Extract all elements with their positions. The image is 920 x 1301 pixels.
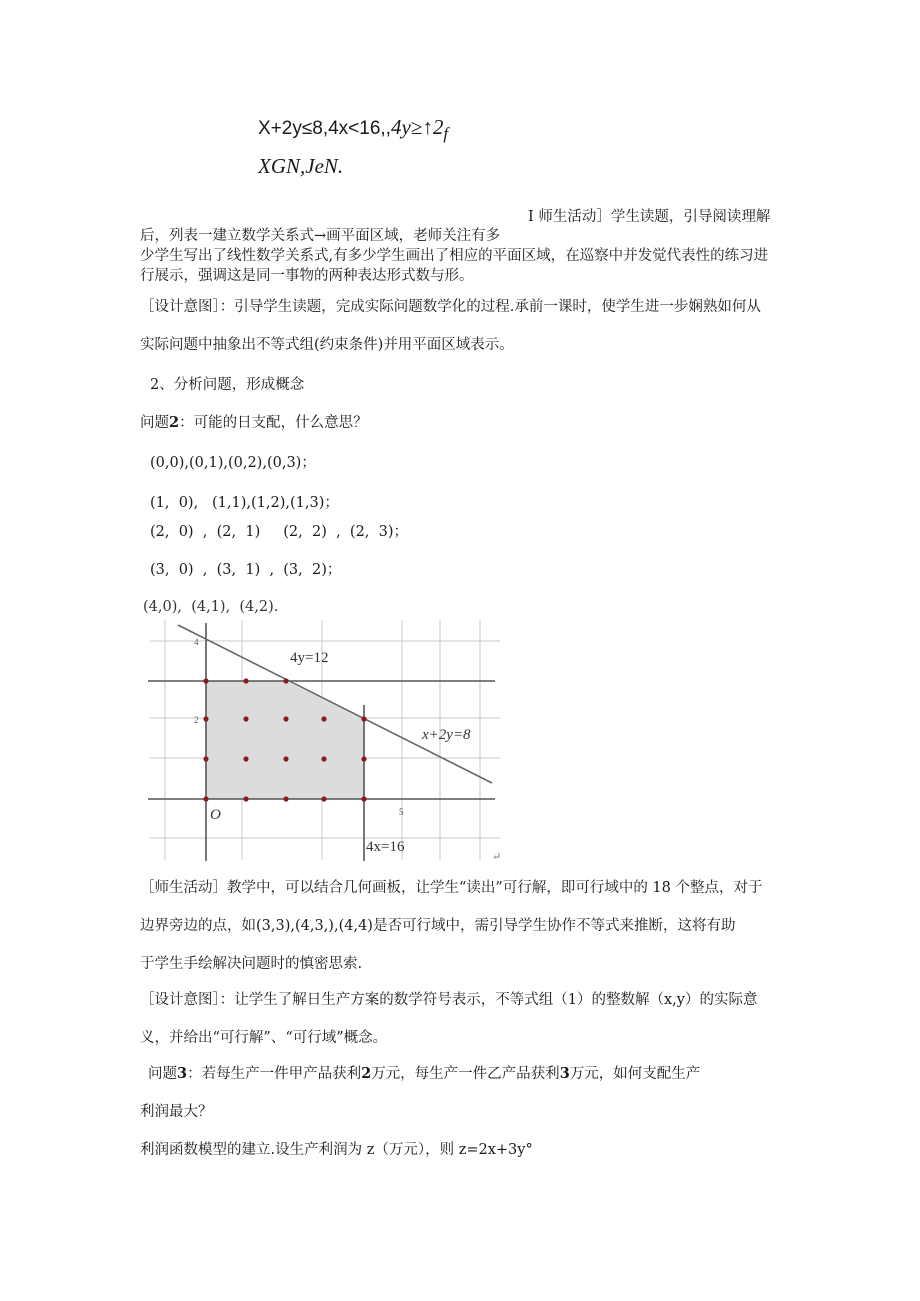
q3-val1: 2 bbox=[361, 1065, 372, 1082]
q3-line2: 利润最大？ bbox=[140, 1104, 213, 1120]
activity1-line1: 后，列表一建立数学关系式→画平面区域，老师关注有多 bbox=[140, 228, 501, 244]
points-row-1: (0,0),(0,1),(0,2),(0,3)； bbox=[150, 455, 316, 471]
label-4x-16: 4x=16 bbox=[366, 839, 405, 855]
points-row-3: (2, 0) , (2, 1) (2, 2) , (2, 3)； bbox=[150, 524, 409, 540]
activity1-line3: 行展示，强调这是同一事物的两种表达形式数与形。 bbox=[140, 268, 474, 284]
feasible-region bbox=[206, 681, 364, 799]
section2-title: 2、分析问题，形成概念 bbox=[150, 377, 305, 393]
activity1-head: I 师生活动］学生读题，引导阅读理解 bbox=[528, 209, 771, 225]
design1-line2: 实际问题中抽象出不等式组(约束条件)并用平面区域表示。 bbox=[140, 337, 514, 353]
label-x-2y-8: x+2y=8 bbox=[422, 727, 471, 743]
tick-x: 5 bbox=[399, 807, 404, 817]
design1-line1: ［设计意图］：引导学生读题，完成实际问题数学化的过程.承前一课时，使学生进一步娴熟如何从 bbox=[140, 299, 761, 315]
activity1-line2: 少学生写出了线性数学关系式,有多少学生画出了相应的平面区域，在巡察中并发觉代表性的练习进 bbox=[140, 248, 769, 264]
points-row-2: (1, 0), (1,1),(1,2),(1,3)； bbox=[150, 495, 339, 511]
label-origin: O bbox=[210, 807, 221, 823]
activity2-line1: ［师生活动］教学中，可以结合几何画板，让学生“读出”可行解，即可行域中的 18 个整点，对于 bbox=[140, 880, 763, 896]
design2-line1: ［设计意图］：让学生了解日生产方案的数学符号表示，不等式组（1）的整数解（x,y）的实际意 bbox=[140, 992, 758, 1008]
return-mark: ↵ bbox=[492, 851, 502, 863]
formula-line-1-sub: f bbox=[443, 124, 449, 143]
q3-num: 3 bbox=[177, 1065, 188, 1082]
points-row-4: (3, 0) , (3, 1) , (3, 2)； bbox=[150, 562, 342, 578]
q3-line bbox=[148, 1064, 700, 1084]
label-4y-12: 4y=12 bbox=[290, 650, 329, 666]
q2-num: 2 bbox=[169, 414, 180, 431]
q3-val2: 3 bbox=[559, 1065, 570, 1082]
feasible-region-graph bbox=[140, 615, 510, 865]
formula-line-2: XGN,JeN. bbox=[258, 154, 344, 178]
formula-line-1-part1: X+2y≤8,4x<16,, bbox=[258, 118, 391, 139]
q3-text-a: ：若每生产一件甲产品获利 bbox=[187, 1066, 362, 1082]
q3-text-c: 万元，如何支配生产 bbox=[569, 1066, 701, 1082]
q3-text-b: 万元，每生产一件乙产品获利 bbox=[371, 1066, 560, 1082]
points-row-5: (4,0), (4,1), (4,2). bbox=[143, 599, 279, 615]
tick-y-mid: 2 bbox=[194, 715, 199, 725]
formula-line-1-part2: 4y≥↑2 bbox=[390, 115, 444, 139]
activity2-line3: 于学生手绘解决问题时的慎密思索. bbox=[140, 956, 363, 972]
tick-y-top: 4 bbox=[194, 637, 199, 647]
design2-line2: 义，并给出“可行解”、“可行域”概念。 bbox=[140, 1030, 388, 1046]
profit-line: 利润函数模型的建立.设生产利润为 z（万元），则 z=2x+3y° bbox=[140, 1142, 533, 1158]
activity2-line2: 边界旁边的点，如(3,3),(4,3,),(4,4)是否可行域中，需引导学生协作不等式来推断，这将有助 bbox=[140, 918, 736, 934]
q3-label: 问题 bbox=[148, 1066, 177, 1082]
formula-line-1 bbox=[258, 115, 449, 143]
q2-text: ：可能的日支配，什么意思？ bbox=[179, 415, 368, 431]
q2-label: 问题 bbox=[140, 415, 169, 431]
q2-line bbox=[140, 413, 368, 433]
